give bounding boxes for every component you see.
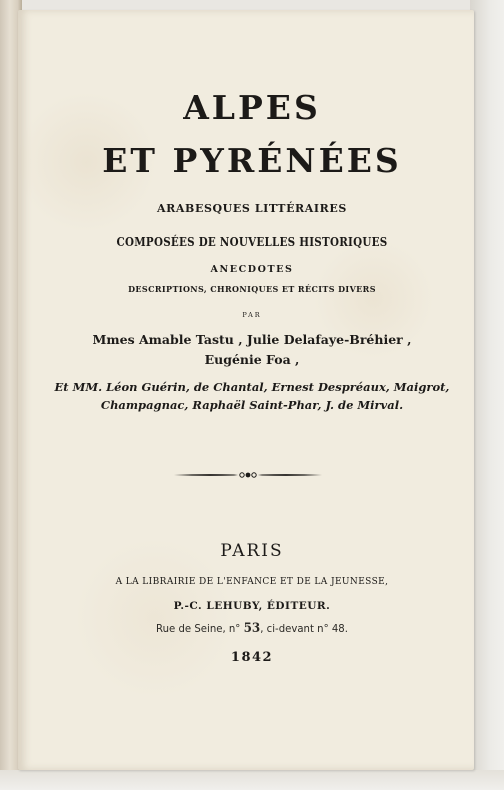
authors-line-1: Mmes Amable Tastu , Julie Delafaye-Bréhier ,	[92, 332, 412, 347]
background-bottom	[0, 770, 504, 790]
title-line-2: ET PYRÉNÉES	[102, 141, 402, 180]
address-number: 53	[243, 621, 261, 636]
address-suffix: , ci-devant n° 48.	[260, 622, 348, 635]
authors-line-3: Et MM. Léon Guérin, de Chantal, Ernest Despréaux, Maigrot,	[54, 380, 450, 394]
imprint-bookshop: A LA LIBRAIRIE DE L'ENFANCE ET DE LA JEUNESSE,	[115, 577, 389, 587]
subtitle-line-4: DESCRIPTIONS, CHRONIQUES ET RÉCITS DIVERS	[128, 284, 376, 294]
imprint-address	[20, 622, 484, 636]
subtitle-line-3: ANECDOTES	[210, 264, 294, 275]
imprint-publisher: P.-C. LEHUBY, ÉDITEUR.	[173, 600, 331, 612]
authors-line-4: Champagnac, Raphaël Saint-Phar, J. de Mirval.	[100, 398, 404, 412]
by-label: PAR	[242, 311, 262, 319]
address-prefix: Rue de Seine, n°	[156, 622, 241, 635]
subtitle-line-2: COMPOSÉES DE NOUVELLES HISTORIQUES	[116, 235, 388, 249]
authors-line-2: Eugénie Foa ,	[204, 352, 300, 367]
ornament-rule-icon	[174, 468, 322, 482]
imprint-year: 1842	[230, 650, 274, 665]
subtitle-line-1: ARABESQUES LITTÉRAIRES	[157, 202, 347, 215]
title-line-1: ALPES	[183, 88, 321, 127]
imprint-city: PARIS	[220, 541, 284, 561]
